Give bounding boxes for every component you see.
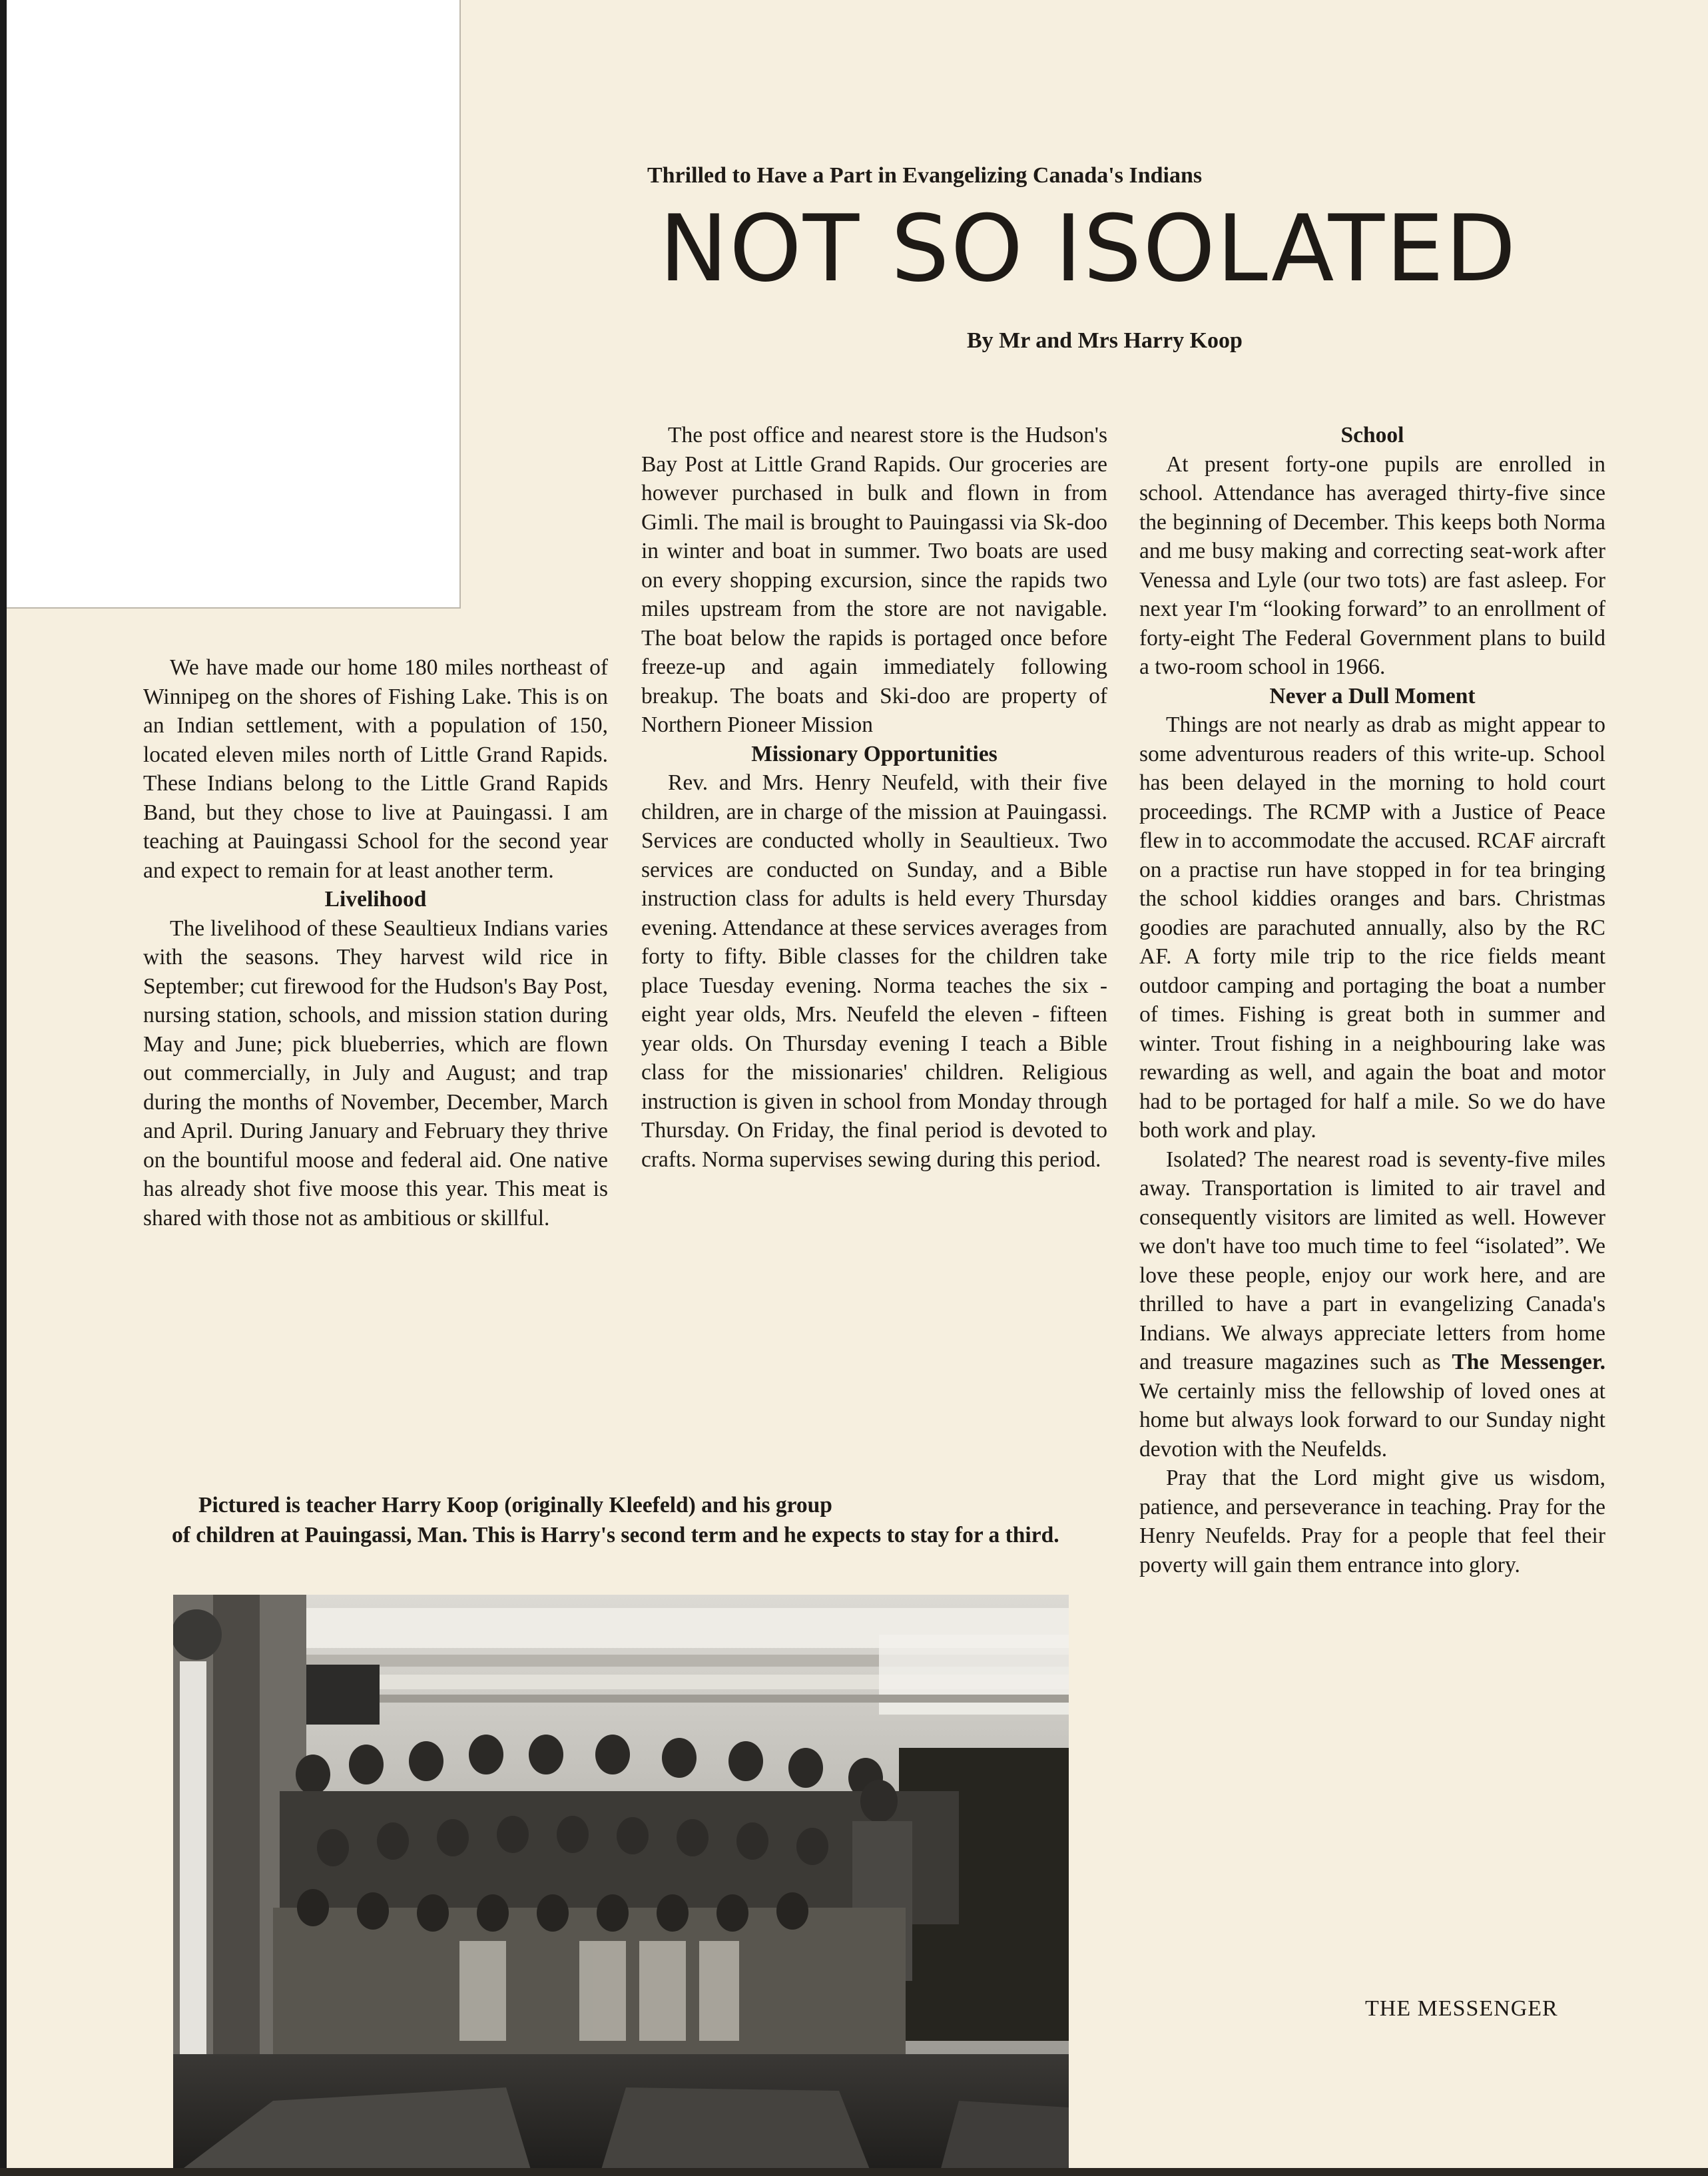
text-run: We certainly miss the fellowship of loved ones at home but always look forward to our Sunday night devotion with the Neufelds. — [1139, 1378, 1605, 1462]
section-heading-livelihood: Livelihood — [324, 887, 427, 912]
publication-footer: THE MESSENGER — [1365, 1996, 1558, 2021]
paragraph: At present forty-one pupils are enrolled in school. Attendance has averaged thirty-five since the beginning of December. This keeps both Norma and me busy making and correcting seat-work after Venessa and Lyle (our two tots) are fast asleep. For next year I'm “looking forward” to an enrollment of forty-eight The Federal Government plans to build a two-room school in 1966. — [1139, 451, 1605, 679]
column-2 — [641, 421, 1107, 1174]
paragraph: Things are not nearly as drab as might appear to some adventurous readers of this write-up. School has been delayed in the morning to hold court proceedings. The RCMP with a Justice of Peace flew in to accommodate the accused. RCAF aircraft on a practise run have stopped in for tea bringing the school kiddies oranges and bars. Christmas goodies are parachuted annually, also by the RC AF. A forty mile trip to the rice fields meant outdoor camping and portaging the boat a number of times. Fishing is great both in summer and winter. Trout fishing in a neighbouring lake was rewarding as well, and again the boat and motor had to be portaged for half a mile. So we do have both work and play. — [1139, 712, 1605, 1143]
section-heading-missionary-opportunities: Missionary Opportunities — [751, 741, 997, 766]
page-edge — [0, 2168, 1708, 2176]
article-kicker: Thrilled to Have a Part in Evangelizing Canada's Indians — [647, 163, 1203, 188]
paragraph — [1139, 1145, 1605, 1464]
paragraph: Rev. and Mrs. Henry Neufeld, with their five children, are in charge of the mission at Pauingassi. Services are conducted wholly in Seaultieux. Two services are conducted on Sunday, and a Bible instruction class for adults is held every Thursday evening. Attendance at these services averages from forty to fifty. Bible classes for the children take place Tuesday evening. Norma teaches the six - eight year olds, Mrs. Neufeld the eleven - fifteen year olds. On Thursday evening I teach a Bible class for the missionaries' children. Religious instruction is given in school from Monday through Thursday. On Friday, the final period is devoted to crafts. Norma supervises sewing during this period. — [641, 770, 1107, 1172]
section-heading-never-a-dull-moment: Never a Dull Moment — [1269, 683, 1476, 708]
paragraph: Pray that the Lord might give us wisdom, patience, and perseverance in teaching. Pray for the Henry Neufelds. Pray for a people that feel their poverty will gain them entrance into glory. — [1139, 1466, 1605, 1577]
paragraph: The post office and nearest store is the Hudson's Bay Post at Little Grand Rapids. Our groceries are however purchased in bulk and flown in from Gimli. The mail is brought to Pauingassi via Sk-doo in winter and boat in summer. Two boats are used on every shopping excursion, since the rapids two miles upstream from the store are not navigable. The boat below the rapids is portaged once before freeze-up and again immediately following breakup. The boats and Ski-doo are property of Northern Pioneer Mission — [641, 423, 1107, 737]
section-heading-school: School — [1340, 423, 1404, 447]
photo-caption — [172, 1490, 1071, 1550]
page-edge — [0, 0, 7, 2176]
class-group-photo — [173, 1595, 1069, 2176]
caption-line: Pictured is teacher Harry Koop (originally Kleefeld) and his group — [198, 1493, 832, 1517]
blank-panel — [0, 0, 461, 609]
photo-illustration — [173, 1595, 1069, 2176]
article-headline: NOT SO ISOLATED — [659, 195, 1518, 302]
caption-line: of children at Pauingassi, Man. This is Harry's second term and he expects to stay for a third. — [172, 1523, 1059, 1547]
column-3 — [1139, 421, 1605, 1579]
paragraph: We have made our home 180 miles northeast of Winnipeg on the shores of Fishing Lake. This is on an Indian settlement, with a population of 150, located eleven miles north of Little Grand Rapids. These Indians belong to the Little Grand Rapids Band, but they chose to live at Pauingassi. I am teaching at Pauingassi School for the second year and expect to remain for at least another term. — [143, 655, 608, 883]
article-byline: By Mr and Mrs Harry Koop — [967, 328, 1243, 353]
paragraph: The livelihood of these Seaultieux Indians varies with the seasons. They harvest wild rice in September; cut firewood for the Hudson's Bay Post, nursing station, schools, and mission station during May and June; pick blueberries, which are flown out commercially, in July and August; and trap during the months of November, December, March and April. During January and February they thrive on the bountiful moose and federal aid. One native has already shot five moose this year. This meat is shared with those not as ambitious or skillful. — [143, 916, 608, 1230]
text-run: Isolated? The nearest road is seventy-five miles away. Transportation is limited to air travel and consequently visitors are limited as well. However we don't have too much time to feel “isolated”. We love these people, enjoy our work here, and are thrilled to have a part in evangelizing Canada's Indians. We always appreciate letters from home and treasure magazines such as — [1139, 1147, 1605, 1374]
column-1 — [143, 653, 608, 1232]
magazine-title: The Messenger. — [1452, 1350, 1605, 1374]
